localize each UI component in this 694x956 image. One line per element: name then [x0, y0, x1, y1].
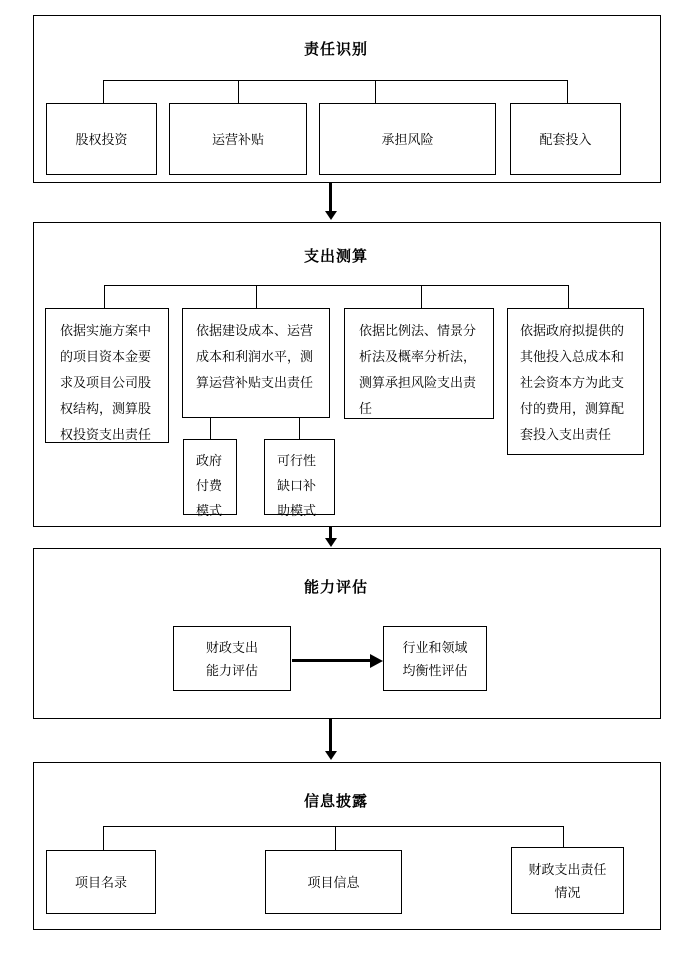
node-fiscal-expenditure-responsibility-status: 财政支出责任情况	[511, 847, 624, 914]
arrow-shaft	[292, 659, 372, 662]
arrow-head	[325, 211, 337, 220]
arrow-shaft	[329, 719, 332, 751]
connector-stub	[238, 80, 239, 103]
node-project-info: 项目信息	[265, 850, 402, 914]
connector-stub	[103, 80, 104, 103]
stage-responsibility-identification	[33, 15, 661, 183]
stage-title-capability: 能力评估	[303, 579, 368, 596]
stage-title-responsibility: 责任识别	[303, 41, 368, 58]
connector-stub	[104, 285, 105, 308]
stage-title-expenditure: 支出测算	[303, 248, 368, 265]
connector-stub	[568, 285, 569, 308]
connector-stub	[299, 418, 300, 439]
node-project-catalog: 项目名录	[46, 850, 156, 914]
arrow-shaft	[329, 527, 332, 538]
connector-hline	[103, 80, 568, 81]
node-subsidy-expenditure-method: 依据建设成本、运营成本和利润水平，测算运营补贴支出责任	[182, 308, 330, 418]
arrow-head	[325, 751, 337, 760]
connector-stub	[335, 826, 336, 850]
node-viability-gap-subsidy-mode: 可行性缺口补助模式	[264, 439, 335, 515]
connector-stub	[421, 285, 422, 308]
arrow-head	[325, 538, 337, 547]
connector-hline	[103, 826, 563, 827]
stage-information-disclosure	[33, 762, 661, 930]
arrow-shaft	[329, 183, 332, 211]
arrow-head	[370, 654, 383, 668]
stage-expenditure-estimation	[33, 222, 661, 527]
connector-stub	[103, 826, 104, 850]
connector-stub	[375, 80, 376, 103]
node-supporting-expenditure-method: 依据政府拟提供的其他投入总成本和社会资本方为此支付的费用，测算配套投入支出责任	[507, 308, 644, 455]
connector-stub	[256, 285, 257, 308]
stage-title-disclosure: 信息披露	[303, 793, 368, 810]
eval-arrow-right	[292, 654, 383, 668]
node-supporting-investment: 配套投入	[510, 103, 621, 175]
connector-stub	[210, 418, 211, 439]
connector-hline	[104, 285, 568, 286]
node-fiscal-expenditure-capability-eval: 财政支出能力评估	[173, 626, 291, 691]
flow-arrow-down-2	[325, 527, 337, 547]
flow-arrow-down-3	[325, 719, 337, 760]
flow-arrow-down-1	[325, 183, 337, 220]
node-equity-investment: 股权投资	[46, 103, 157, 175]
stage-capability-assessment	[33, 548, 661, 719]
connector-stub	[567, 80, 568, 103]
node-equity-expenditure-method: 依据实施方案中的项目资本金要求及项目公司股权结构，测算股权投资支出责任	[45, 308, 169, 443]
node-risk-bearing: 承担风险	[319, 103, 496, 175]
node-industry-field-balance-eval: 行业和领域均衡性评估	[383, 626, 487, 691]
node-risk-expenditure-method: 依据比例法、情景分析法及概率分析法，测算承担风险支出责任	[344, 308, 494, 419]
node-operating-subsidy: 运营补贴	[169, 103, 307, 175]
node-government-payment-mode: 政府付费模式	[183, 439, 237, 515]
